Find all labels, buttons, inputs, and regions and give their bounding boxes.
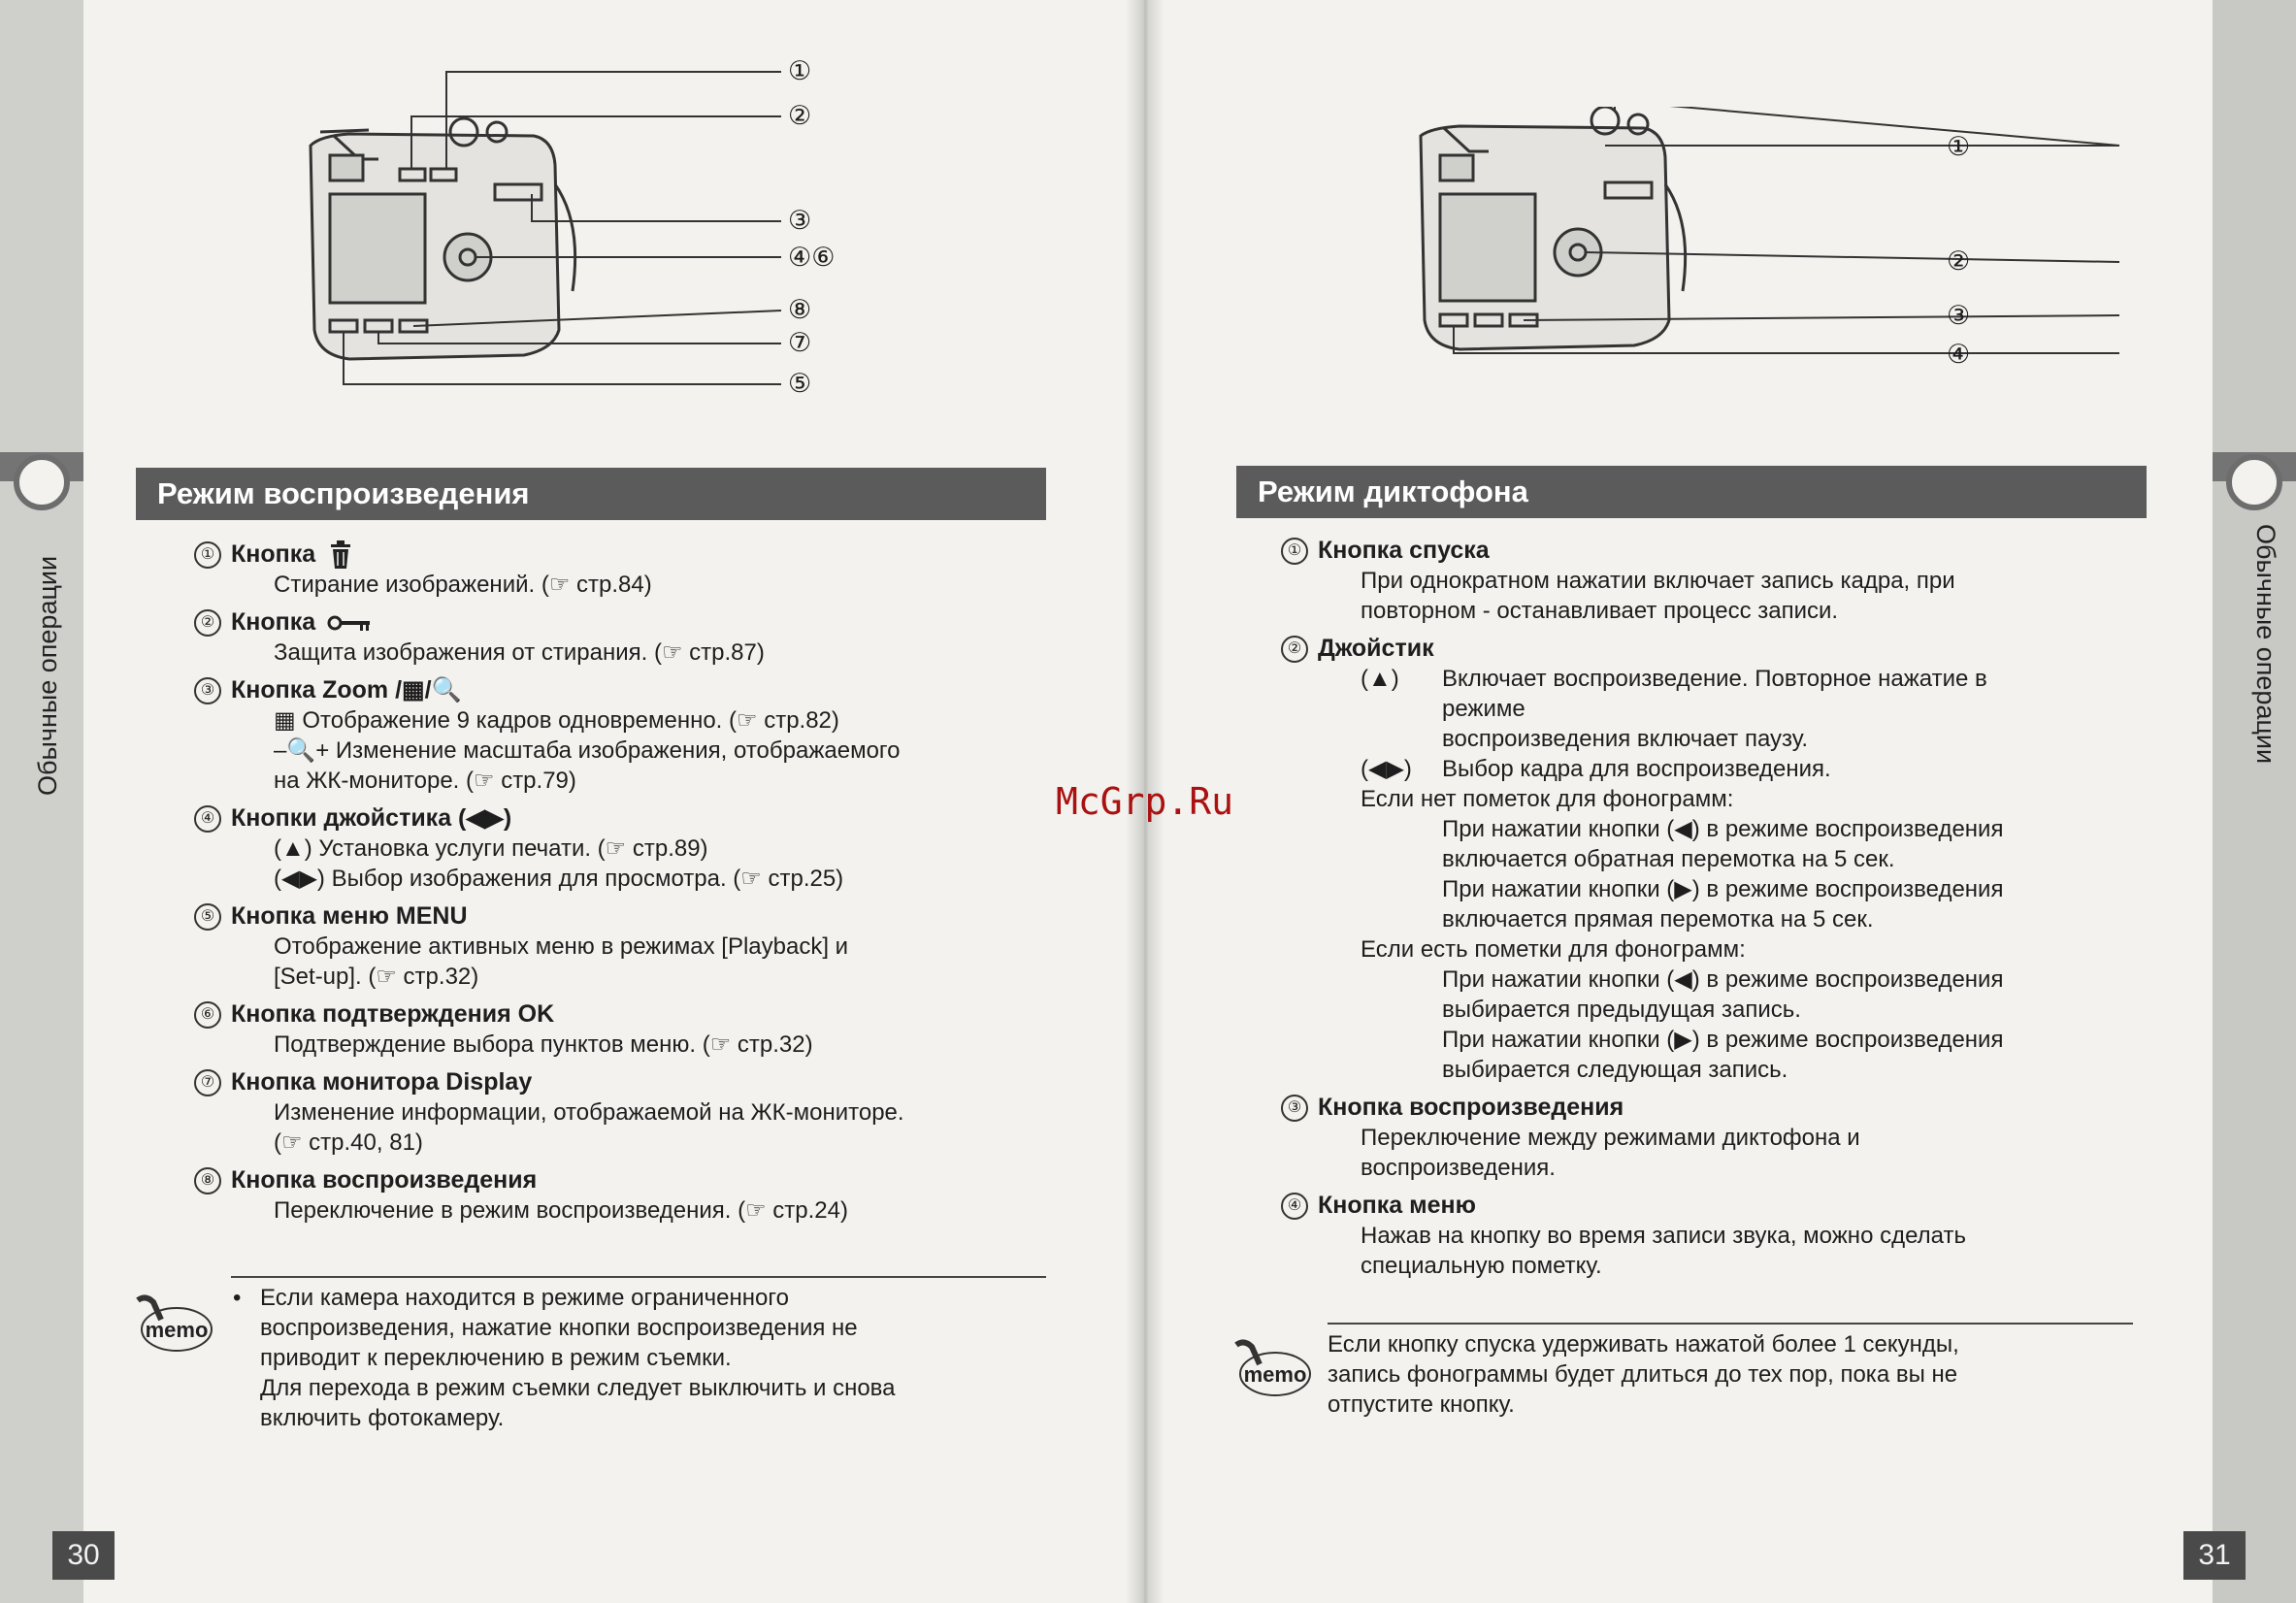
svg-text:memo: memo [145, 1318, 209, 1342]
page-number: 31 [2183, 1531, 2246, 1580]
callout-2: ② [1947, 246, 1971, 276]
list-item: ⑦ Кнопка монитора Display Изменение информации, отображаемой на ЖК-мониторе. (☞ стр.40, 81) [231, 1067, 1046, 1158]
watermark: McGrp.Ru [1056, 780, 1234, 823]
memo-divider [1328, 1323, 2133, 1325]
list-item: ⑤ Кнопка меню MENU Отображение активных меню в режимах [Playback] и [Set-up]. (☞ стр.32) [231, 901, 1046, 992]
callout-46: ④⑥ [788, 243, 836, 272]
page-right [1143, 0, 2296, 1603]
memo-icon [132, 1291, 215, 1358]
key-icon [327, 613, 372, 633]
callout-3: ③ [788, 206, 812, 235]
callout-7: ⑦ [788, 328, 812, 357]
camera-back-diagram [1401, 107, 2158, 388]
section-title: Режим воспроизведения [136, 468, 1046, 520]
callout-3: ③ [1947, 301, 1971, 330]
tab-circle-icon [14, 454, 70, 510]
page-number: 30 [52, 1531, 115, 1580]
list-item: ② Кнопка Защита изображения от стирания. (☞ стр.87) [231, 607, 1046, 668]
memo-text: Если кнопку спуска удерживать нажатой более 1 секунды, запись фонограммы будет длиться до тех пор, пока вы не отпустите кнопку. [1328, 1331, 1959, 1418]
tab-label: Обычные операции [33, 555, 62, 796]
list-item: ① Кнопка Стирание изображений. (☞ стр.84) [231, 540, 1046, 600]
memo-icon [1230, 1335, 1314, 1403]
list-item: ⑧ Кнопка воспроизведения Переключение в режим воспроизведения. (☞ стр.24) [231, 1165, 1046, 1226]
svg-text:memo: memo [1243, 1362, 1307, 1387]
callout-2: ② [788, 101, 812, 130]
section-title: Режим диктофона [1236, 466, 2147, 518]
button-list [200, 540, 1046, 1233]
callout-1: ① [1947, 132, 1971, 161]
trash-icon [327, 540, 354, 570]
callout-4: ④ [1947, 340, 1971, 369]
list-item: ③ Кнопка воспроизведения Переключение между режимами диктофона и воспроизведения. [1318, 1093, 2133, 1183]
list-item: ④ Кнопки джойстика (◀▶) (▲) Установка услуги печати. (☞ стр.89) (◀▶) Выбор изображения для просмотра. (☞ стр.25) [231, 803, 1046, 894]
list-item: ③ Кнопка Zoom /▦/🔍 ▦ Отображение 9 кадров одновременно. (☞ стр.82) –🔍+ Изменение масштаба изображения, отображаемого на ЖК-мониторе. (☞ стр.79) [231, 675, 1046, 796]
page-left [0, 0, 1143, 1603]
list-item: ② Джойстик (▲) Включает воспроизведение. Повторное нажатие в режиме воспроизведения включает паузу. (◀▶) Выбор кадра для воспроизведения. Если нет пометок для фонограмм: При нажатии кнопки (◀) в режиме воспроизведения включается обратная перемотка на 5 сек. При нажатии кнопки (▶) в режиме воспроизведения включается прямая перемотка на 5 сек. Если есть пометки для фонограмм: При нажатии кнопки (◀) в режиме воспроизведения выбирается предыдущая запись. При нажатии кнопки (▶) в режиме воспроизведения выбирается следующая запись. [1318, 634, 2133, 1085]
list-item: ④ Кнопка меню Нажав на кнопку во время записи звука, можно сделать специальную пометку. [1318, 1191, 2133, 1281]
tab-circle-icon [2226, 454, 2282, 510]
memo-divider [231, 1276, 1046, 1278]
camera-back-diagram [291, 39, 873, 408]
side-tab [0, 0, 83, 1603]
memo-text: • Если камера находится в режиме ограниченного воспроизведения, нажатие кнопки воспроизведения не приводит к переключению в режим съемки. Для перехода в режим съемки следует выключить и снова включить фотокамеру. [233, 1285, 896, 1431]
tab-label: Обычные операции [2251, 524, 2280, 765]
callout-5: ⑤ [788, 369, 812, 398]
dictaphone-list [1287, 536, 2133, 1289]
callout-8: ⑧ [788, 295, 812, 324]
side-tab [2213, 0, 2296, 1603]
callout-1: ① [788, 56, 812, 85]
list-item: ⑥ Кнопка подтверждения OK Подтверждение выбора пунктов меню. (☞ стр.32) [231, 999, 1046, 1060]
list-item: ① Кнопка спуска При однократном нажатии включает запись кадра, при повторном - останавливает процесс записи. [1318, 536, 2133, 626]
